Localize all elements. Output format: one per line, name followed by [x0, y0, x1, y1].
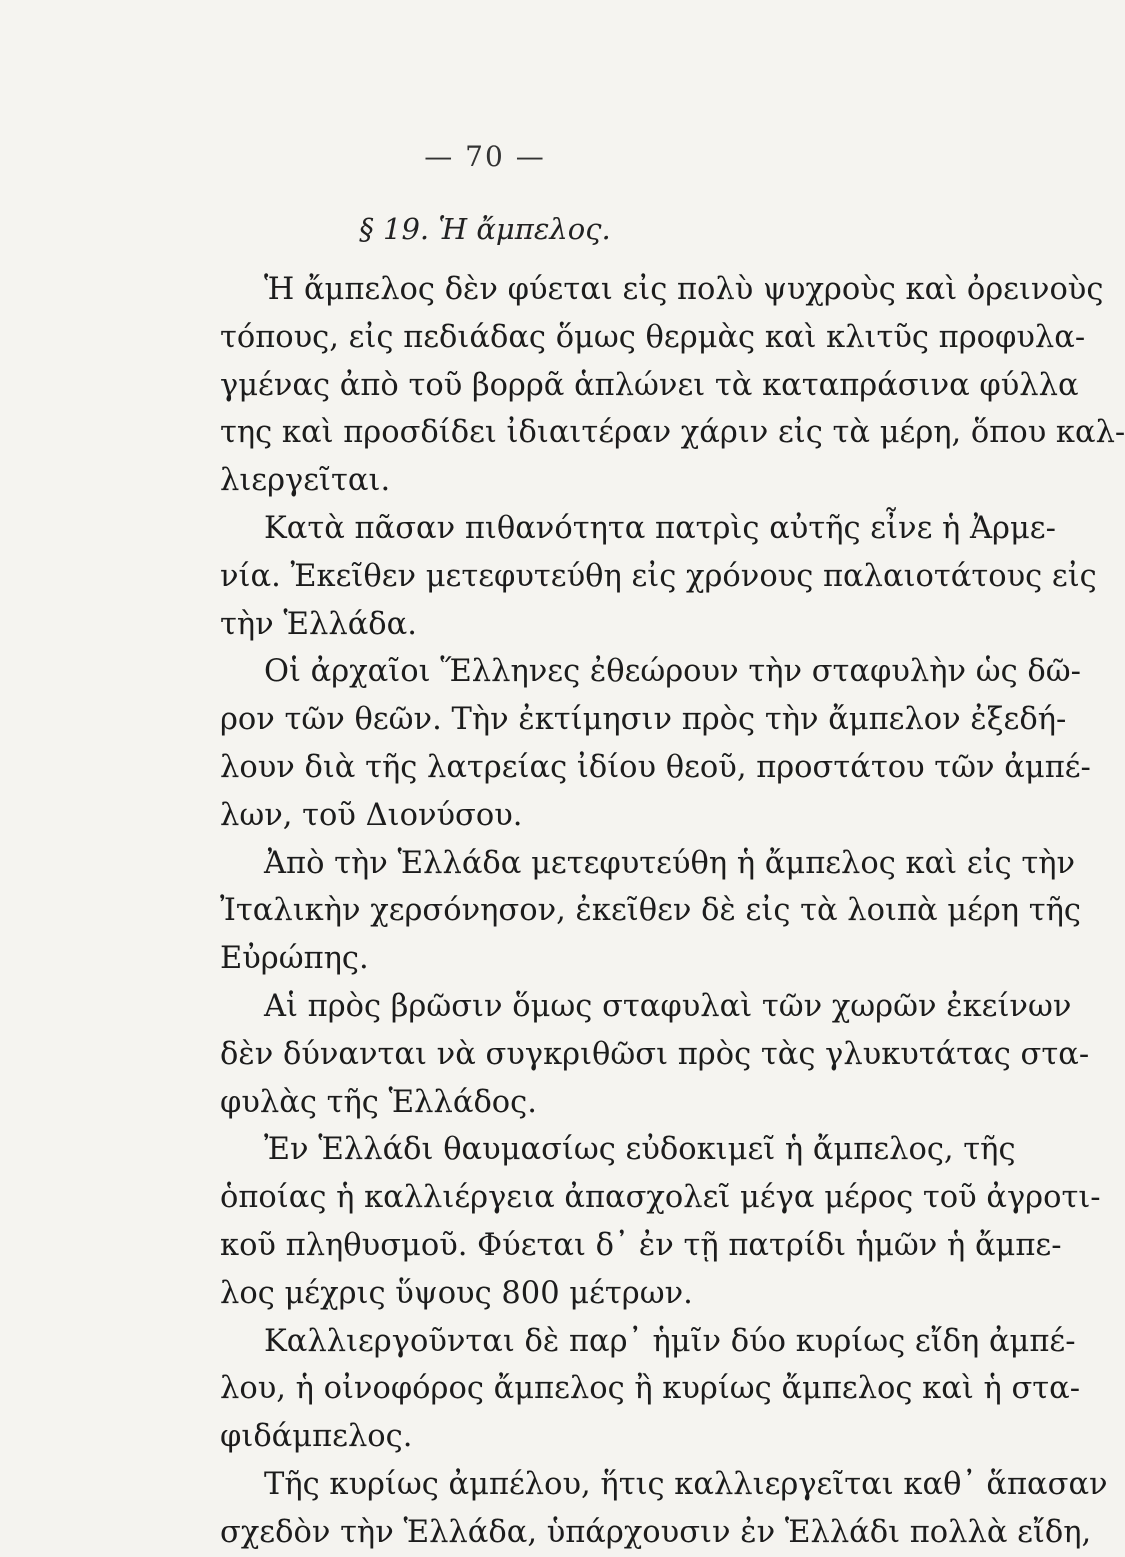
text-line: Ἰταλικὴν χερσόνησον, ἐκεῖθεν δὲ εἰς τὰ λοιπὰ μέρη τῆς	[220, 893, 1081, 929]
text-line: Οἱ ἀρχαῖοι Ἕλληνες ἐθεώρουν τὴν σταφυλὴν ὡς δῶ-	[264, 654, 1081, 690]
text-line: τόπους, εἰς πεδιάδας ὅμως θερμὰς καὶ κλιτῦς προφυλα-	[220, 319, 1086, 355]
text-line: φιδάμπελος.	[220, 1419, 413, 1455]
body-text	[220, 266, 1125, 1557]
text-line: Καλλιεργοῦνται δὲ παρ᾽ ἡμῖν δύο κυρίως εἴδη ἀμπέ-	[264, 1323, 1076, 1359]
text-line: φυλὰς τῆς Ἑλλάδος.	[220, 1084, 537, 1120]
text-line: λιεργεῖται.	[220, 463, 391, 499]
text-line: Αἱ πρὸς βρῶσιν ὅμως σταφυλαὶ τῶν χωρῶν ἐκείνων	[264, 988, 1072, 1024]
text-line: ρον τῶν θεῶν. Τὴν ἐκτίμησιν πρὸς τὴν ἄμπελον ἐξεδή-	[220, 702, 1067, 738]
text-line: Ἡ ἄμπελος δὲν φύεται εἰς πολὺ ψυχροὺς καὶ ὀρεινοὺς	[264, 272, 1104, 307]
text-line: Εὐρώπης.	[220, 941, 369, 977]
section-heading: § 19. Ἡ ἄμπελος.	[359, 212, 611, 246]
text-line: κοῦ πληθυσμοῦ. Φύεται δ᾽ ἐν τῇ πατρίδι ἡμῶν ἡ ἄμπε-	[220, 1227, 1062, 1263]
text-line: λου, ἡ οἰνοφόρος ἄμπελος ἢ κυρίως ἄμπελος καὶ ἡ στα-	[220, 1371, 1081, 1407]
text-line: Ἀπὸ τὴν Ἑλλάδα μετεφυτεύθη ἡ ἄμπελος καὶ εἰς τὴν	[264, 845, 1076, 881]
text-line: γμένας ἀπὸ τοῦ βορρᾶ ἁπλώνει τὰ καταπράσινα φύλλα	[220, 367, 1079, 403]
text-line: ὁποίας ἡ καλλιέργεια ἀπασχολεῖ μέγα μέρος τοῦ ἀγροτι-	[220, 1180, 1101, 1216]
text-line: τὴν Ἑλλάδα.	[220, 606, 417, 642]
page-number: — 70 —	[424, 140, 546, 173]
text-line: της καὶ προσδίδει ἰδιαιτέραν χάριν εἰς τὰ μέρη, ὅπου καλ-	[220, 415, 1125, 451]
text-line: λος μέχρις ὕψους 800 μέτρων.	[220, 1275, 693, 1311]
text-line: Ἐν Ἑλλάδι θαυμασίως εὐδοκιμεῖ ἡ ἄμπελος, τῆς	[264, 1132, 1016, 1168]
text-line: λουν διὰ τῆς λατρείας ἰδίου θεοῦ, προστάτου τῶν ἀμπέ-	[220, 749, 1091, 785]
text-line: Κατὰ πᾶσαν πιθανότητα πατρὶς αὐτῆς εἶνε ἡ Ἀρμε-	[264, 510, 1056, 546]
text-line: σχεδὸν τὴν Ἑλλάδα, ὑπάρχουσιν ἐν Ἑλλάδι πολλὰ εἴδη,	[220, 1514, 1092, 1550]
text-line: νία. Ἐκεῖθεν μετεφυτεύθη εἰς χρόνους παλαιοτάτους εἰς	[220, 558, 1097, 594]
text-line: Τῆς κυρίως ἀμπέλου, ἥτις καλλιεργεῖται καθ᾽ ἅπασαν	[264, 1466, 1108, 1502]
text-line: λων, τοῦ Διονύσου.	[220, 797, 523, 833]
text-line: δὲν δύνανται νὰ συγκριθῶσι πρὸς τὰς γλυκυτάτας στα-	[220, 1036, 1090, 1072]
